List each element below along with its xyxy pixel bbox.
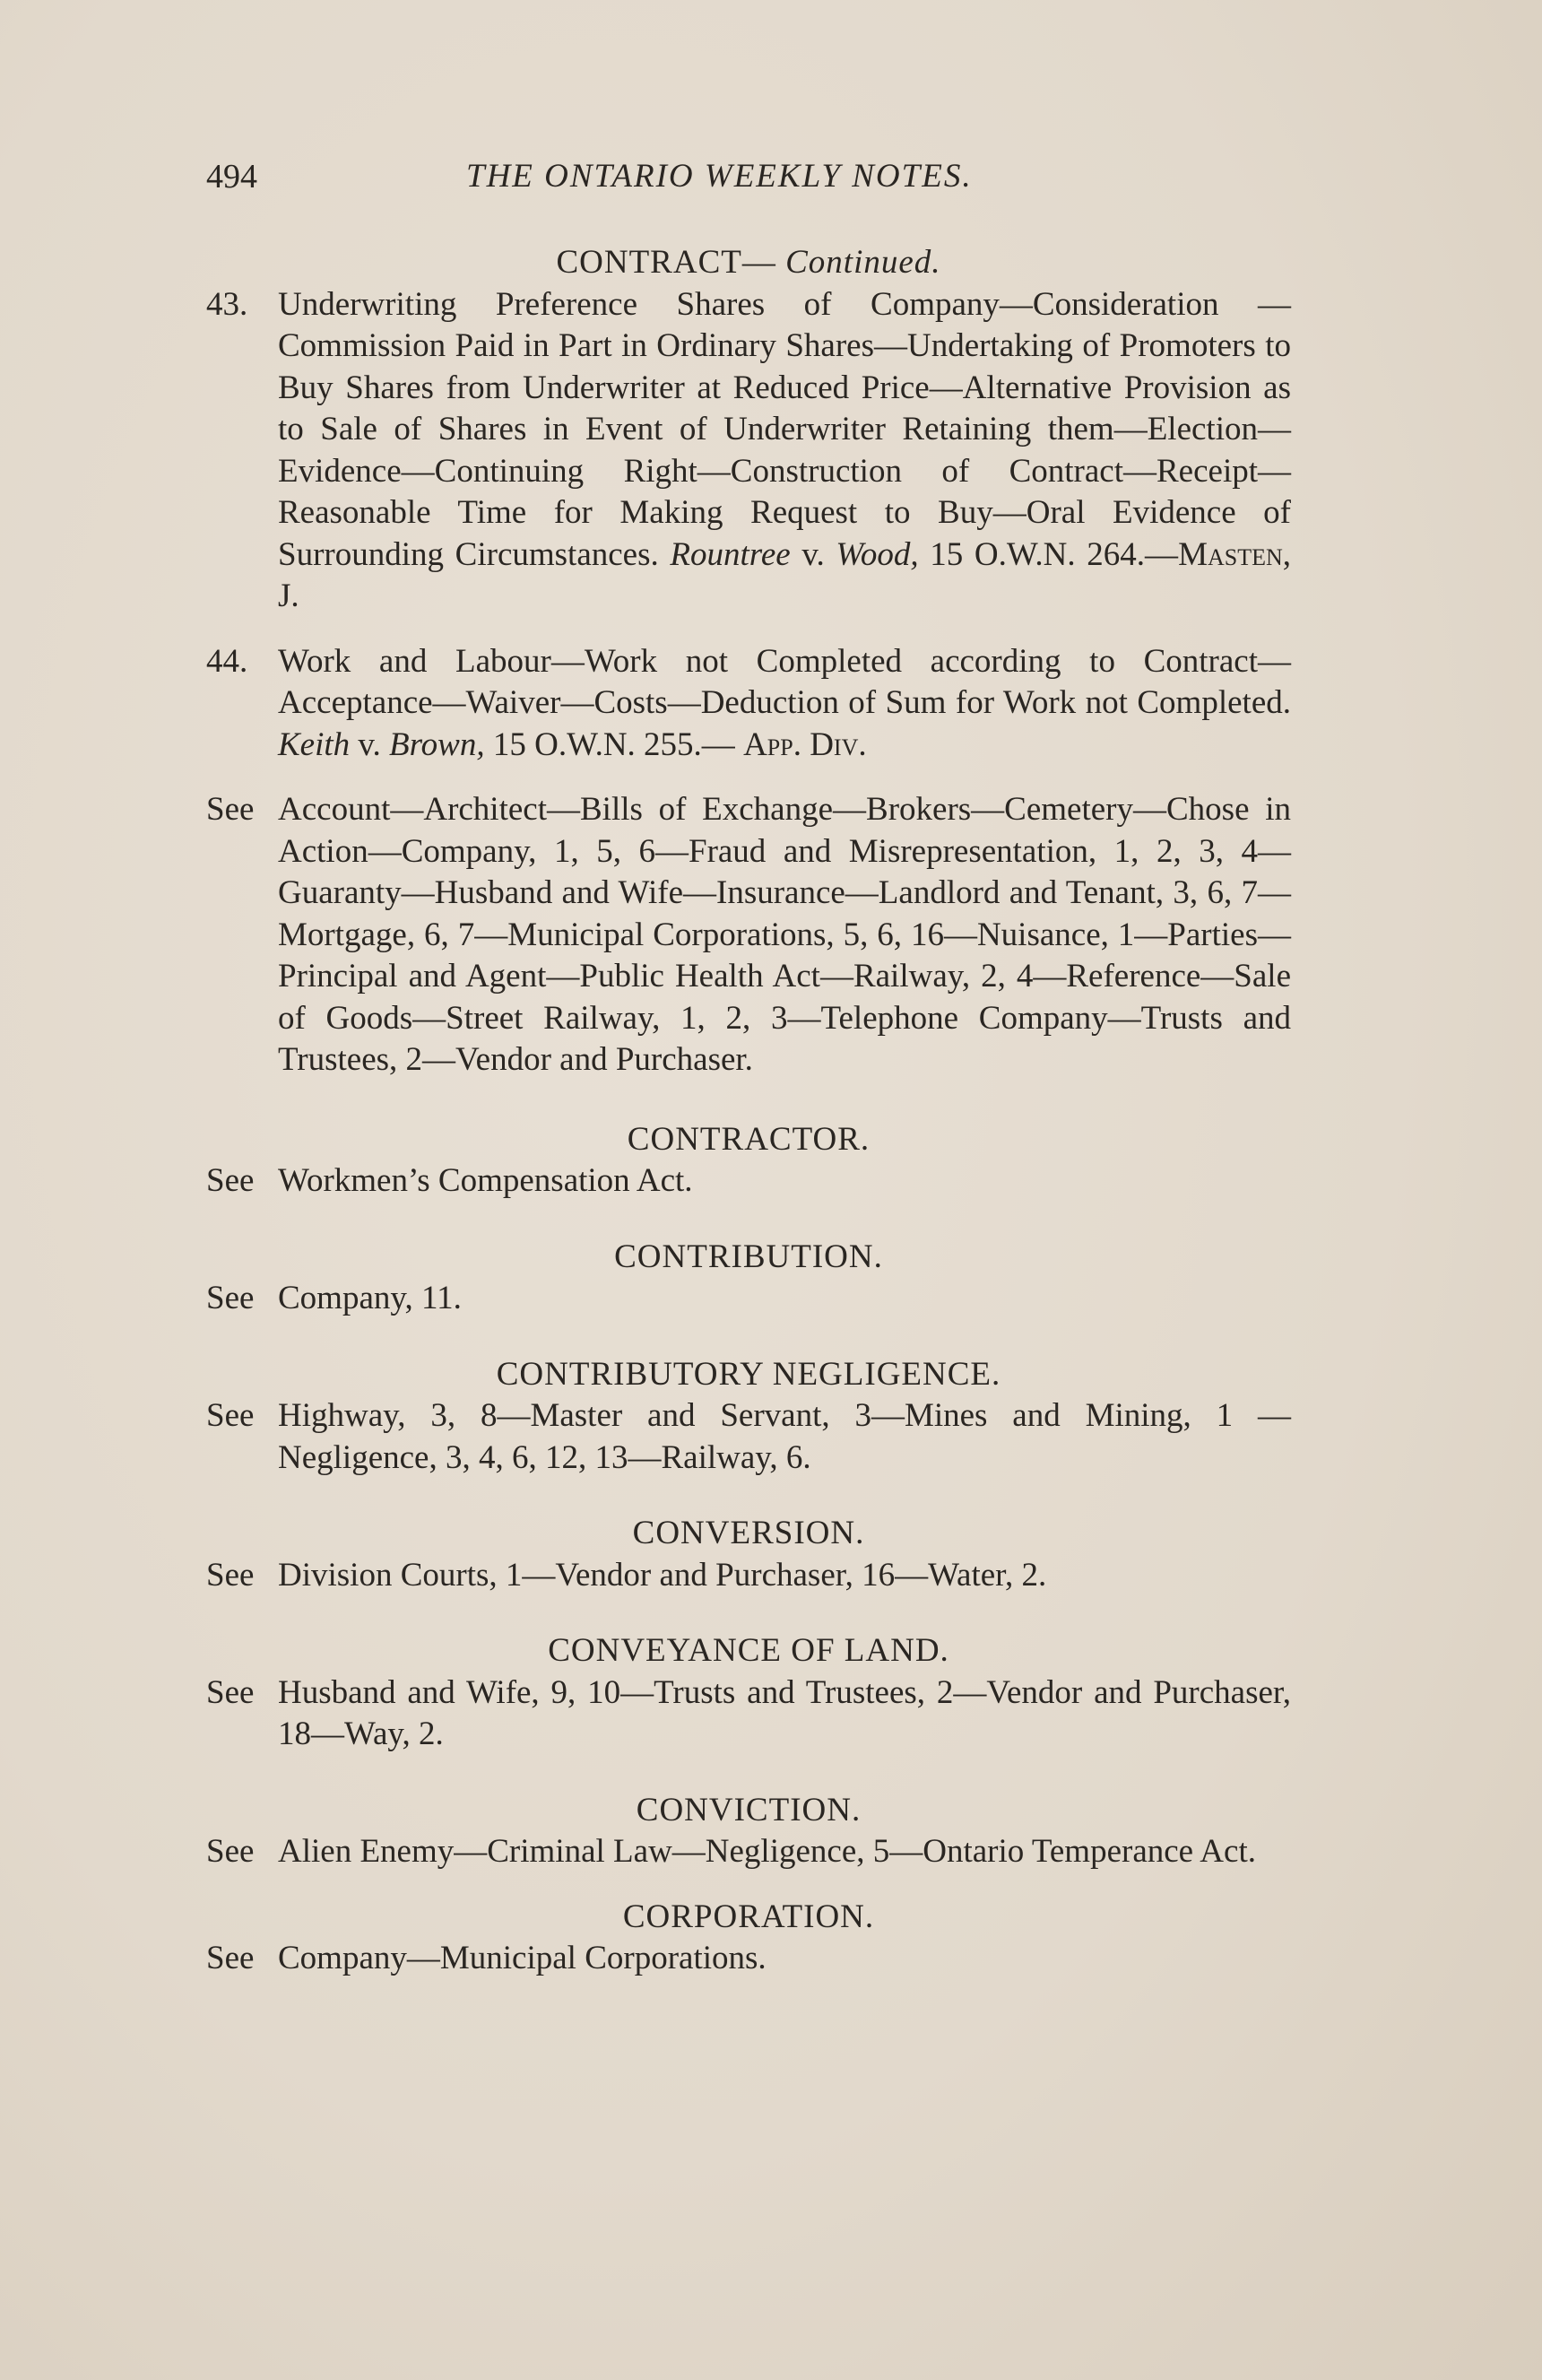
see-text: Company—Municipal Corporations.	[278, 1940, 767, 1976]
section-heading-conviction: CONVICTION.	[636, 1791, 862, 1828]
see-also-contract	[206, 789, 1291, 1081]
see-label: See	[206, 1556, 255, 1594]
entry-number: 43.	[206, 285, 248, 323]
section-heading-conveyance-of-land: CONVEYANCE OF LAND.	[548, 1632, 949, 1669]
running-title: THE ONTARIO WEEKLY NOTES.	[466, 158, 973, 195]
section-heading-contribution: CONTRIBUTION.	[614, 1238, 883, 1275]
case-citation: 15 O.W.N. 255.—	[492, 725, 735, 763]
see-also-contractor	[206, 1160, 1291, 1203]
case-citation: 15 O.W.N. 264.—	[930, 535, 1179, 573]
index-entry-44	[206, 641, 1291, 767]
see-text: Company, 11.	[278, 1280, 462, 1316]
entry-text: Work and Labour—Work not Completed according to Contract—Acceptance—Waiver—Costs—Deduction of Sum for Work not Completed.	[278, 642, 1291, 721]
case-party-1: Keith	[278, 725, 351, 763]
section-heading-contractor: CONTRACTOR.	[627, 1120, 871, 1158]
entry-body	[278, 641, 1291, 767]
see-label: See	[206, 1673, 255, 1711]
continued-label: Continued.	[785, 244, 941, 281]
case-party-2: Brown,	[389, 725, 485, 763]
see-label: See	[206, 1833, 255, 1870]
see-also-contributory-negligence	[206, 1395, 1291, 1479]
page-header	[0, 157, 1542, 211]
section-heading-contributory-negligence: CONTRIBUTORY NEGLIGENCE.	[496, 1355, 1001, 1393]
entry-number: 44.	[206, 642, 248, 680]
case-judge: Masten, J.	[278, 535, 1291, 614]
see-also-conversion	[206, 1555, 1291, 1597]
see-label: See	[206, 1397, 255, 1434]
index-entry-43	[206, 284, 1291, 618]
see-text: Division Courts, 1—Vendor and Purchaser, 16—Water, 2.	[278, 1556, 1047, 1594]
page-number: 494	[206, 158, 257, 195]
section-heading-corporation: CORPORATION.	[622, 1898, 875, 1935]
entry-text: Underwriting Preference Shares of Company—Consideration —Commission Paid in Part in Ordinary Shares—Undertaking of Promoters to Buy Shares from Underwriter at Reduced Price—Alternative Provision as to Sale of Shares in Event of Underwriter Retaining them—Election—Evidence—Continuing Right—Construction of Contract—Receipt—Reasonable Time for Making Request to Buy—Oral Evidence of Surrounding Circumstances.	[278, 285, 1291, 573]
case-versus: v.	[801, 535, 825, 573]
see-also-contribution	[206, 1278, 1291, 1320]
case-court: App. Div.	[743, 725, 867, 763]
index-content	[206, 242, 1291, 1980]
case-party-1: Rountree	[670, 535, 791, 573]
see-text: Husband and Wife, 9, 10—Trusts and Trustees, 2—Vendor and Purchaser, 18—Way, 2.	[278, 1673, 1291, 1752]
see-label: See	[206, 1280, 255, 1316]
case-party-2: Wood,	[836, 535, 919, 573]
see-label: See	[206, 791, 255, 828]
see-label: See	[206, 1162, 255, 1199]
see-also-conveyance-of-land	[206, 1672, 1291, 1756]
see-text: Account—Architect—Bills of Exchange—Brokers—Cemetery—Chose in Action—Company, 1, 5, 6—Fraud and Misrepresentation, 1, 2, 3, 4—Guaranty—Husband and Wife—Insurance—Landlord and Tenant, 3, 6, 7—Mortgage, 6, 7—Municipal Corporations, 5, 6, 16—Nuisance, 1—Parties—Principal and Agent—Public Health Act—Railway, 2, 4—Reference—Sale of Goods—Street Railway, 1, 2, 3—Telephone Company—Trusts and Trustees, 2—Vendor and Purchaser.	[278, 791, 1291, 1078]
entry-body	[278, 284, 1291, 618]
see-label: See	[206, 1940, 255, 1976]
section-heading-contract	[206, 242, 1291, 284]
see-text: Alien Enemy—Criminal Law—Negligence, 5—Ontario Temperance Act.	[278, 1833, 1256, 1870]
case-versus: v.	[358, 725, 381, 763]
section-heading-conversion: CONVERSION.	[632, 1515, 865, 1551]
see-text: Highway, 3, 8—Master and Servant, 3—Mines and Mining, 1 —Negligence, 3, 4, 6, 12, 13—Railway, 6.	[278, 1397, 1291, 1476]
see-also-conviction	[206, 1831, 1291, 1873]
see-also-corporation	[206, 1938, 1291, 1980]
heading-text: CONTRACT—	[556, 244, 776, 281]
see-text: Workmen’s Compensation Act.	[278, 1162, 693, 1199]
